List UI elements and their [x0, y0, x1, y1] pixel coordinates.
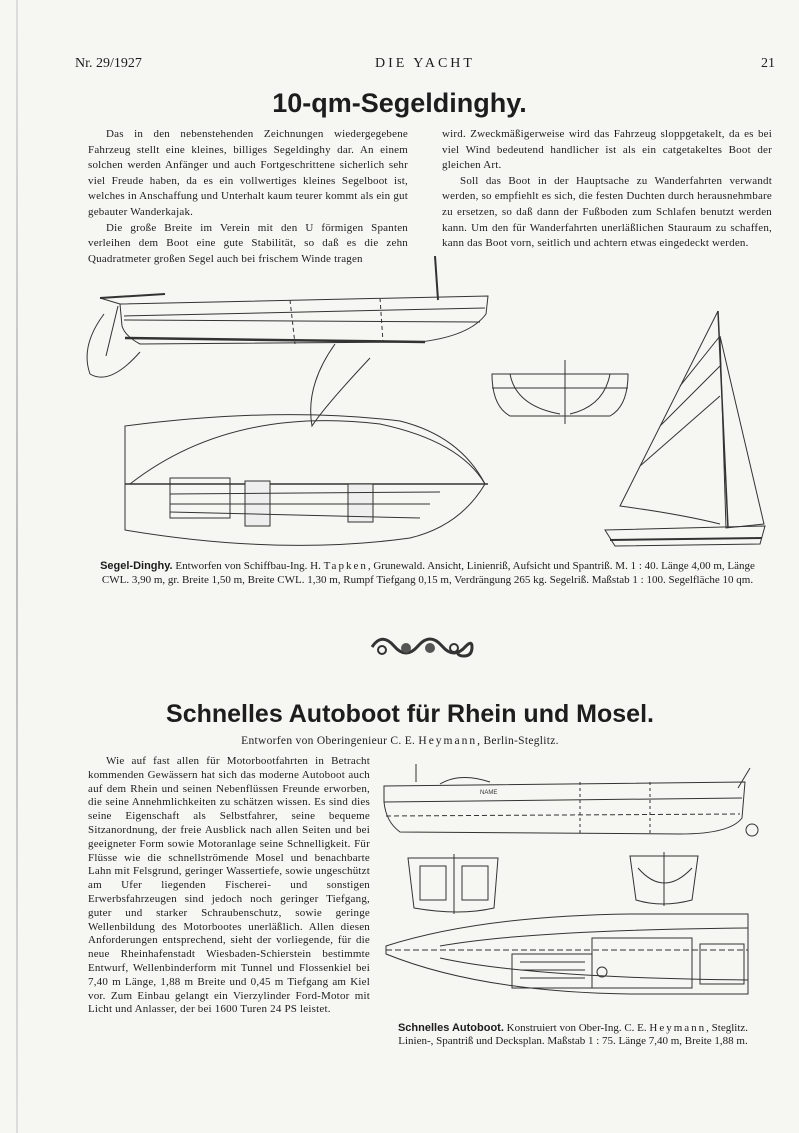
caption-text: , Grunewald. Ansicht, Linienriß, Aufsicht und Spantriß. M. 1 : 40. Länge 4,00 m, Länge CWL. 3,90 m, gr. Breite 1,50 m, Breite CWL. 1,30 m, Rumpf Tiefgang 0,15 m, Verdrängung 265 kg. Segelriß. Maßstab 1 : 100. Segelfläche 10 qm.: [101, 560, 755, 586]
dinghy-drawings: [80, 256, 770, 556]
byline-text: , Berlin-Steglitz.: [477, 735, 559, 747]
boat-name-label: NAME: [480, 790, 498, 796]
autoboot-deck-plan: [386, 914, 748, 994]
decorative-ornament: [368, 630, 476, 664]
dinghy-body-plan: [492, 360, 628, 424]
dinghy-side-elevation: [87, 256, 488, 426]
issue-number: Nr. 29/1927: [75, 56, 142, 71]
dinghy-plan-view: [125, 415, 488, 546]
caption-text: Konstruiert von Ober-Ing. C. E.: [506, 1022, 647, 1034]
running-header: [75, 56, 775, 78]
article1-paragraph: Soll das Boot in der Hauptsache zu Wanderfahrten verwandt werden, so empfiehlt es sich, die festen Duchten durch herausnehmbare zu ersetzen, so daß dann der Fußboden zum Schlafen benutzt werden kann. Um den für Wanderfahrten unerläßlichen Stauraum zu schaffen, kann das Boot vorn, seitlich und achtern etwas eingedeckt werden.: [442, 174, 772, 250]
caption-title: Schnelles Autoboot.: [397, 1022, 504, 1034]
article2-paragraph: Wie auf fast allen für Motorbootfahrten in Betracht kommenden Gewässern hat sich das moderne Autoboot auch auf dem Rhein und seinen Nebenflüssen Freunde erworben, die seine Annehmlichkeiten zu schätzen wissen. Es sind dies seine Eigenschaft als Selbstfahrer, seine bequeme Sitzanordnung, der freie Ausblick nach allen Seiten und bei geeigneter Form sowie Motoranlage seine Schnelligkeit. Für Flüsse wie die schnellströmende Mosel und benachbarte Lahn mit Felsgrund, geringer Wassertiefe, sowie ungeschützt am Ufer liegenden Fischerei- und sonstigen Erwerbsfahrzeugen sind jedoch noch geringer Tiefgang, guter und starker Schraubenschutz, sowie geringe Wellenbildung des Motorbootes unerläßlich. Allen diesen Anforderungen entsprechend, sieht der vorliegende, für die neue Rheinhafenstadt Wiesbaden-Schierstein bestimmte Entwurf, Wellenbinderform mit Tunnel und Flossenkiel bei 7,40 m Länge, 1,88 m Breite und 0,45 m Tiefgang am Kiel vor. Zum Einbau gelangt ein Vierzylinder Ford-Motor mit Licht und Anlasser, der bei 1600 Turen 24 PS leistet.: [88, 755, 370, 1016]
caption-text: , Steglitz. Linien-, Spantriß und Decksplan. Maßstab 1 : 75. Länge 7,40 m, Breite 1,88 m.: [398, 1022, 749, 1047]
autoboot-drawings: [380, 758, 772, 1020]
article1-paragraph: Die große Breite im Verein mit den U förmigen Spanten verleihen dem Boot eine gute Stabilität, so daß es die zehn Quadratmeter großen Segel auch bei frischem Winde tragen: [88, 221, 408, 265]
caption-title: Segel-Dinghy.: [100, 560, 173, 572]
autoboot-body-plans: [408, 852, 698, 914]
byline-designer: Heymann: [418, 735, 478, 747]
article1-column-left: [88, 127, 408, 267]
article1-title: 10-qm-Segeldinghy.: [272, 88, 527, 118]
magazine-name: DIE YACHT: [375, 56, 475, 71]
article1-paragraph: wird. Zweckmäßigerweise wird das Fahrzeug sloppgetakelt, da es bei viel Wind bedeutend handlicher ist als ein catgetakeltes Boot der gleichen Art.: [442, 128, 772, 172]
article1-paragraph: Das in den nebenstehenden Zeichnungen wiedergegebene Fahrzeug stellt eine kleines, billiges Segeldinghy dar. An einem solchen werden Anfänger und auch Fortgeschrittene sicherlich sehr viel Freude haben, da es ein vollwertiges kleines Segelboot ist, welches in Anschaffung und Unterhalt kaum teurer kommt als ein gut gebauter Wanderkajak.: [88, 128, 408, 218]
dinghy-sail-plan: [605, 311, 765, 546]
dinghy-figure-caption: [95, 560, 760, 587]
article2-byline: [0, 735, 799, 747]
autoboot-side-elevation: [384, 764, 758, 836]
page-number: 21: [761, 56, 775, 71]
byline-text: Entworfen von Oberingenieur C. E.: [241, 735, 416, 747]
page-binding-edge: [16, 0, 18, 1133]
article2-body: [88, 755, 370, 1017]
article2-title: Schnelles Autoboot für Rhein und Mosel.: [166, 700, 654, 728]
autoboot-figure-caption: [390, 1022, 756, 1048]
caption-designer: Heymann: [649, 1022, 707, 1034]
article1-column-right: [442, 127, 772, 252]
caption-designer: Tapken: [323, 560, 368, 572]
caption-text: Entworfen von Schiffbau-Ing. H.: [175, 560, 321, 572]
